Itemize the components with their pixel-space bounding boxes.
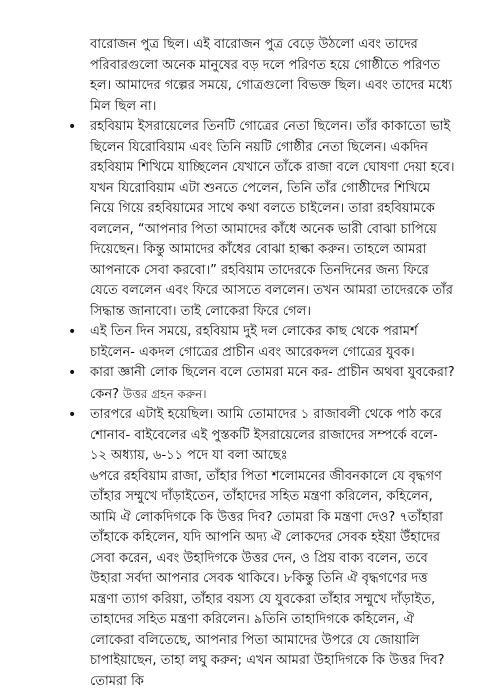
bullet-text: এই তিন দিন সময়ে, রহবিয়াম দুই দল লোকের কাছ থেকে পরামর্শ চাইলেন- একদল গোত্রের প্রাচীন এবং আরেকদল গোত্রের যুবক। (90, 324, 418, 360)
bullet-item-4 (60, 405, 455, 692)
document-body (60, 35, 455, 692)
bullet-text: রহবিয়াম ইসরায়েলের তিনটি গোত্রের নেতা ছিলেন। তাঁর কাকাতো ভাই ছিলেন যিরোবিয়াম এবং তিনি নয়টি গোষ্ঠীর নেতা ছিলেন। একদিন রহবিয়াম শিখিমে যাচ্ছিলেন যেখানে তাঁকে রাজা বলে ঘোষণা দেয়া হবে। যখন যিরোবিয়াম এটা শুনতে পেলেন, তিনি তাঁর গোষ্ঠীদের শিখিমে নিয়ে গিয়ে রহবিয়ামের সাথে কথা বলতে চাইলেন। তারা রহবিয়ামকে বললেন, “আপনার পিতা আমাদের কাঁধে অনেক ভারী বোঝা চাপিয়ে দিয়েছেন। কিন্তু আমাদের কাঁধের বোঝা হাল্কা করুন। তাহলে আমরা আপনাকে সেবা করবো।” রহবিয়াম তাদেরকে তিনদিনের জন্য ফিরে যেতে বললেন এবং ফিরে আসতে বললেন। তখন আমরা তাদেরকে তাঁর সিদ্ধান্ত জানাবো। তাই লোকেরা ফিরে গেল। (90, 119, 455, 319)
bullet-item-1 (60, 117, 455, 322)
bullet-text: কারা জ্ঞানী লোক ছিলেন বলে তোমরা মনে কর- প্রাচীন অথবা যুবকেরা? কেন? (90, 365, 455, 402)
bullet-text: তারপরে এটাই হয়েছিল। আমি তোমাদের ১ রাজাবলী থেকে পাঠ করে শোনাব- বাইবেলের এই পুস্তকটি ইসরায়েলের রাজাদের সম্পর্কে বলে- ১২ অধ্যায়, ৬-১১ পদে যা বলা আছেঃ (90, 407, 442, 463)
answer-instruction: উত্তর গ্রহন করুন। (119, 387, 207, 401)
bullet-item-3 (60, 363, 455, 405)
bullet-item-2 (60, 322, 455, 363)
intro-paragraph: বারোজন পুত্র ছিল। এই বারোজন পুত্র বেড়ে উঠলো এবং তাদের পরিবারগুলো অনেক মানুষের বড় দলে পরিণত হয়ে গোষ্ঠীতে পরিণত হল। আমাদের গল্পের সময়ে, গোত্রগুলো বিভক্ত ছিল। এবং তাদের মধ্যে মিল ছিল না। (60, 35, 455, 117)
scripture-quote: ৬পরে রহবিয়াম রাজা, তাঁহার পিতা শলোমনের জীবনকালে যে বৃদ্ধগণ তাঁহার সম্মুখে দাঁড়াইতেন, তাঁহাদের সহিত মন্ত্রণা করিলেন, কহিলেন, আমি ঐ লোকদিগকে কি উত্তর দিব? তোমরা কি মন্ত্রণা দেও? ৭তাঁহারা তাঁহাকে কহিলেন, যদি আপনি অদ্য ঐ লোকদের সেবক হইয়া উঁহাদের সেবা করেন, এবং উহাদিগকে উত্তর দেন, ও প্রিয় বাক্য বলেন, তবে উহারা সর্বদা আপনার সেবক থাকিবে। ৮কিন্তু তিনি ঐ বৃদ্ধগণের দত্ত মন্ত্রণা ত্যাগ করিয়া, তাঁহার বয়স্য যে যুবকেরা তাঁহার সম্মুখে দাঁড়াইত, তাহাদের সহিত মন্ত্রণা করিলেন। ৯তিনি তাহাদিগকে কহিলেন, ঐ লোকেরা বলিতেছে, আপনার পিতা আমাদের উপরে যে জোয়ালি চাপাইয়াছেন, তাহা লঘু করুন; এখন আমরা উহাদিগকে কি উত্তর দিব? তোমরা কি (90, 467, 455, 692)
bullet-list (60, 117, 455, 692)
